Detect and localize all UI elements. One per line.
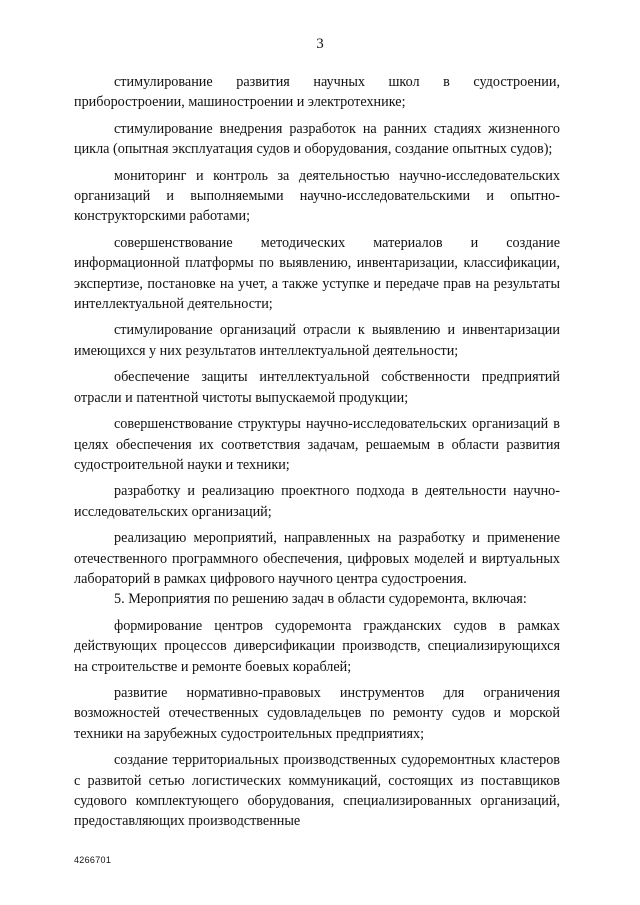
- document-id: 4266701: [74, 855, 112, 865]
- paragraph-11: развитие нормативно-правовых инструментов для ограничения возможностей отечественных судовладельцев по ремонту судов и морской техники на зарубежных судостроительных предприятиях;: [74, 684, 560, 742]
- paragraph-8: разработку и реализацию проектного подхода в деятельности научно-исследовательских организаций;: [74, 483, 560, 520]
- document-body: [74, 72, 560, 832]
- paragraph-7: совершенствование структуры научно-исследовательских организаций в целях обеспечения их соответствия задачам, решаемым в области развития судостроительной науки и техники;: [74, 416, 560, 473]
- paragraph-10: формирование центров судоремонта гражданских судов в рамках действующих процессов диверсификации производств, специализирующихся на строительстве и ремонте боевых кораблей;: [74, 617, 560, 675]
- paragraph-1: стимулирование развития научных школ в судостроении, приборостроении, машиностроении и электротехнике;: [74, 74, 560, 111]
- paragraph-2: стимулирование внедрения разработок на ранних стадиях жизненного цикла (опытная эксплуатация судов и оборудования, создание опытных судов);: [74, 120, 560, 158]
- section-heading-5: 5. Мероприятия по решению задач в области судоремонта, включая:: [114, 591, 527, 608]
- paragraph-9: реализацию мероприятий, направленных на разработку и применение отечественного программного обеспечения, цифровых моделей и виртуальных лабораторий в рамках цифрового научного центра судостроения.: [74, 530, 560, 587]
- paragraph-4: совершенствование методических материалов и создание информационной платформы по выявлению, инвентаризации, классификации, экспертизе, постановке на учет, а также уступке и передаче прав на результаты интеллектуальной деятельности;: [74, 234, 560, 313]
- paragraph-12: создание территориальных производственных судоремонтных кластеров с развитой сетью логистических коммуникаций, состоящих из поставщиков судового комплектующего оборудования, специализированных организаций, предоставляющих производственные: [74, 752, 560, 830]
- paragraph-5: стимулирование организаций отрасли к выявлению и инвентаризации имеющихся у них результатов интеллектуальной деятельности;: [74, 322, 560, 359]
- paragraph-3: мониторинг и контроль за деятельностью научно-исследовательских организаций и выполняемыми научно-исследовательскими и опытно-конструкторскими работами;: [74, 167, 560, 225]
- paragraph-6: обеспечение защиты интеллектуальной собственности предприятий отрасли и патентной чистоты выпускаемой продукции;: [74, 369, 560, 406]
- page-number: 3: [316, 36, 324, 52]
